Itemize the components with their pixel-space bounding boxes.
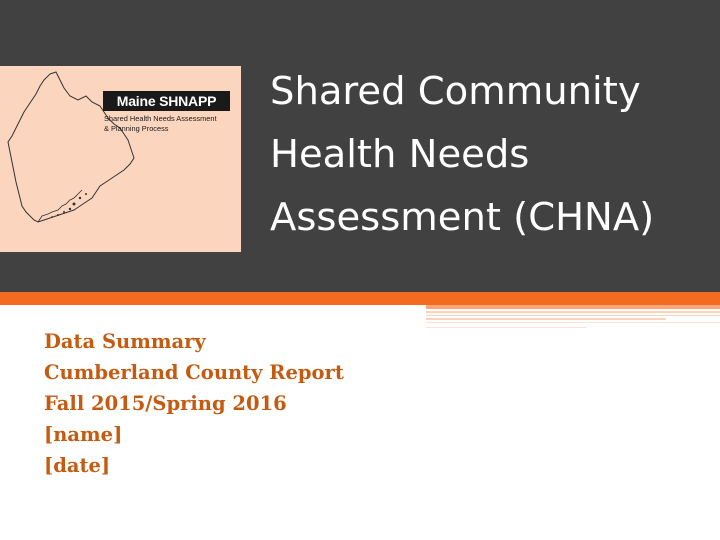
title-line-1: Shared Community: [270, 69, 641, 114]
subtitle-line-1: Data Summary: [44, 330, 206, 353]
title-line-3: Assessment (CHNA): [270, 195, 655, 240]
decor-stripe-3: [426, 315, 720, 316]
shnapp-tagline: [104, 114, 239, 134]
tagline-line-2: & Planning Process: [104, 124, 169, 133]
subtitle-line-3: Fall 2015/Spring 2016: [44, 392, 287, 415]
decor-stripe-5: [426, 322, 720, 323]
report-details: [44, 326, 444, 481]
title-line-2: Health Needs: [270, 132, 530, 177]
decor-stripe-6: [426, 327, 586, 328]
shnapp-badge: Maine SHNAPP: [103, 91, 230, 111]
decor-stripe-4: [426, 318, 666, 320]
subtitle-line-5: [date]: [44, 454, 111, 477]
decor-stripe-2: [426, 311, 720, 313]
orange-divider-bar: [0, 292, 720, 305]
subtitle-line-2: Cumberland County Report: [44, 361, 344, 384]
tagline-line-1: Shared Health Needs Assessment: [104, 114, 217, 123]
slide-title: [270, 60, 710, 249]
decor-stripe-1: [426, 305, 720, 309]
subtitle-line-4: [name]: [44, 423, 123, 446]
